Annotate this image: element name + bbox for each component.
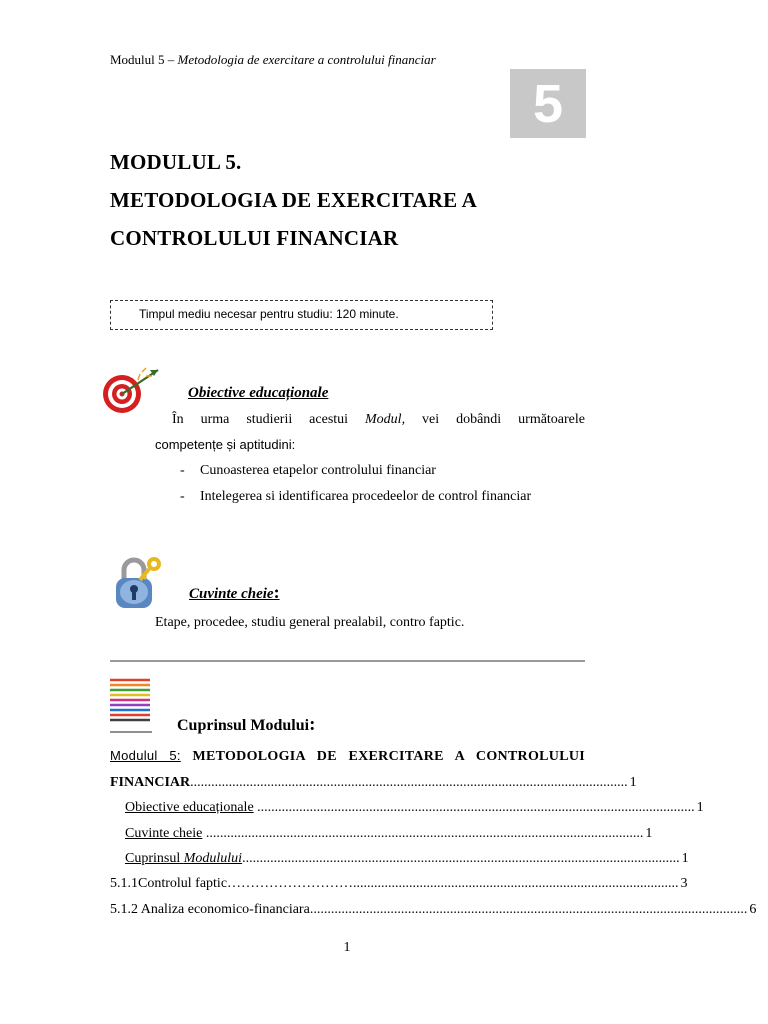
toc-entry-label[interactable]: 5.1.2 Analiza economico-financiara [110, 902, 310, 917]
module-title-line1: MODULUL 5. [110, 150, 242, 174]
toc-page-number: 1 [681, 851, 689, 866]
page-number: 1 [343, 940, 351, 955]
module-title-line3: CONTROLULUI FINANCIAR [110, 226, 399, 250]
toc-entry-label[interactable]: 5.1.1Controlul faptic [110, 876, 228, 891]
keywords-heading-text: Cuvinte cheie [189, 586, 274, 602]
toc-leader-dots: ............................................................................................................................. [253, 800, 695, 815]
contents-list-icon [110, 676, 152, 734]
toc-main-line2 [110, 775, 637, 791]
contents-heading-colon: : [309, 714, 316, 735]
header-prefix: Modulul 5 – [110, 52, 178, 67]
toc-leader-dots: ............................................................................................................................. [190, 775, 628, 790]
toc-entry[interactable] [125, 826, 653, 842]
lock-key-icon [112, 554, 164, 610]
keywords-heading [189, 582, 280, 603]
toc-entry[interactable] [125, 851, 689, 867]
keywords-heading-colon: : [273, 582, 280, 602]
study-time-text: Timpul mediu necesar pentru studiu: 120 minute. [139, 307, 399, 321]
module-title-line2: METODOLOGIA DE EXERCITARE A [110, 188, 477, 212]
toc-page-number: 6 [749, 902, 757, 917]
toc-main-title-line1: METODOLOGIA DE EXERCITARE A CONTROLULUI [192, 749, 586, 764]
objectives-intro-line2: competențe și aptitudini: [155, 437, 296, 452]
toc-entry-label-part1: Cuprinsul [125, 851, 184, 866]
toc-main-title-line2: FINANCIAR [110, 775, 191, 790]
toc-main-label: Modulul 5: [110, 748, 181, 763]
chapter-number-badge: 5 [510, 69, 586, 138]
toc-leader-dots: ............................................................................................................................. [202, 826, 644, 841]
target-icon [100, 364, 164, 416]
toc-leader-dots: ............................................................................................................................. [309, 902, 748, 917]
toc-entry-label[interactable] [125, 851, 242, 867]
objective-item-text: Cunoasterea etapelor controlului financiar [200, 463, 436, 478]
toc-entry[interactable] [110, 876, 688, 892]
section-divider [110, 660, 585, 662]
toc-main-line1 [110, 748, 585, 765]
header-subtitle: Metodologia de exercitare a controlului financiar [177, 52, 436, 67]
objectives-intro [172, 412, 585, 428]
objective-item-text: Intelegerea si identificarea procedeelor de control financiar [200, 489, 532, 504]
toc-entry-label[interactable]: Cuvinte cheie [125, 826, 203, 841]
toc-leader-dots: ............................................................................................................................. [242, 851, 680, 866]
objective-item: - Cunoasterea etapelor controlului financiar [180, 463, 436, 478]
toc-entry[interactable] [110, 902, 757, 918]
toc-entry-label-part2: Modulului [183, 851, 243, 866]
keywords-text: Etape, procedee, studiu general prealabil, contro faptic. [155, 615, 465, 630]
toc-entry-label[interactable]: Obiective educaționale [125, 800, 254, 815]
objectives-intro-part2: vei dobândi următoarele [405, 412, 585, 427]
contents-heading [177, 714, 315, 736]
toc-entry[interactable] [125, 800, 704, 816]
toc-page-number: 3 [680, 876, 688, 891]
toc-leader-dots: ………………………............................................................................................. [227, 876, 679, 891]
toc-page-number: 1 [696, 800, 704, 815]
objectives-heading: Obiective educaționale [188, 385, 329, 401]
objective-item: - Intelegerea si identificarea procedeelor de control financiar [180, 489, 532, 504]
study-time-box [110, 300, 493, 330]
running-header [110, 52, 436, 68]
toc-page-number: 1 [629, 775, 637, 790]
objectives-intro-part1: În urma studierii acestui [172, 412, 366, 427]
toc-page-number: 1 [645, 826, 653, 841]
contents-heading-text: Cuprinsul Modului [177, 717, 310, 734]
objectives-intro-emph: Modul, [365, 412, 406, 427]
